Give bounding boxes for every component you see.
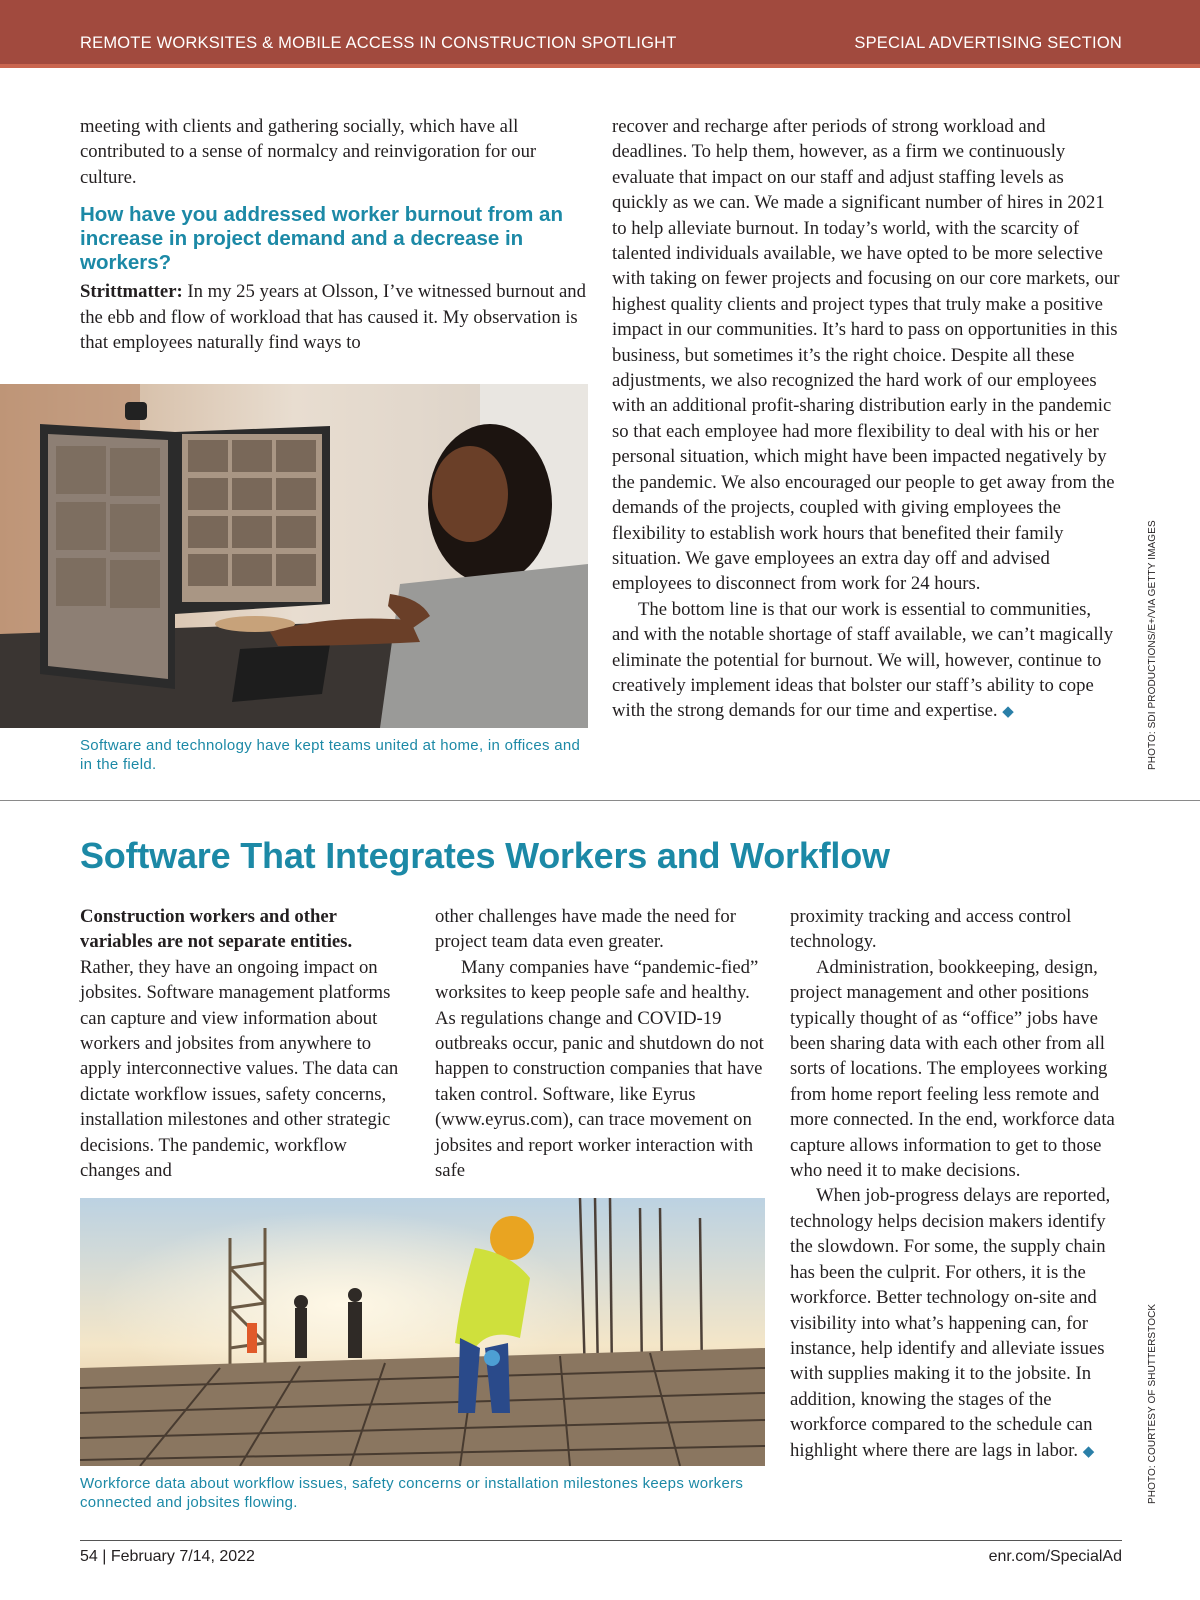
spotlight-label: REMOTE WORKSITES & MOBILE ACCESS IN CONSTRUCTION SPOTLIGHT (80, 34, 677, 52)
answer-text: In my 25 years at Olsson, I’ve witnessed burnout and the ebb and flow of workload that has caused it. My observation is that employees naturally find ways to (80, 281, 586, 354)
page-folio: 54 | February 7/14, 2022 (80, 1548, 255, 1565)
bottom-photo-credit: PHOTO: COURTESY OF SHUTTERSTOCK (1147, 1303, 1158, 1504)
video-conference-photo (0, 384, 588, 728)
footer-rule (80, 1540, 1122, 1541)
bottom-photo-caption: Workforce data about workflow issues, safety concerns or installation milestones keeps workers connected and jobsites flowing. (80, 1475, 744, 1511)
construction-site-photo (80, 1198, 765, 1466)
column-3-paragraph-1: proximity tracking and access control technology. (790, 906, 1072, 953)
woman-video-call-image (0, 384, 588, 728)
column-2-paragraph-2: Many companies have “pandemic-fied” worksites to keep people safe and healthy. As regulations change and COVID-19 outbreaks occur, panic and shutdown do not happen to construction companies that have taken control. Software, like Eyrus (www.eyrus.com), can trace movement on jobsites and report worker interaction with safe (435, 956, 764, 1182)
bottom-article-column-2 (435, 904, 767, 1183)
workers-rebar-image (80, 1198, 765, 1466)
lead-paragraph-text: Rather, they have an ongoing impact on jobsites. Software management platforms can capture and view information about workers and jobsites from anywhere to apply interconnective values. The data can dictate workflow issues, safety concerns, installation milestones and other strategic decisions. The pandemic, workflow changes and (80, 956, 399, 1182)
speaker-name: Strittmatter: (80, 281, 183, 303)
top-article-column-2 (612, 114, 1120, 726)
bottom-article-column-1 (80, 904, 410, 1183)
end-mark-icon: ◆ (1002, 704, 1014, 721)
end-mark-icon: ◆ (1082, 1443, 1095, 1460)
special-section-label: SPECIAL ADVERTISING SECTION (854, 34, 1122, 52)
bottom-article-column-3 (790, 904, 1122, 1465)
question-heading: How have you addressed worker burnout from an increase in project demand and a decrease in workers? (80, 203, 563, 275)
column-2-paragraph-2 (612, 597, 1120, 726)
top-photo-credit: PHOTO: SDI PRODUCTIONS/E+/VIA GETTY IMAGES (1147, 520, 1158, 770)
footer-url: enr.com/SpecialAd (988, 1548, 1122, 1565)
closing-text: The bottom line is that our work is essential to communities, and with the notable shortage of staff available, we can’t magically eliminate the potential for burnout. We will, however, continue to creatively implement ideas that bolster our staff’s ability to cope with the strong demands for our time and expertise. (612, 598, 1114, 722)
column-3-closing-text: When job-progress delays are reported, technology helps decision makers identify the slowdown. For some, the supply chain has been the culprit. For others, it is the workforce. Better technology on-site and visibility into what’s happening can, for instance, help identify and alleviate issues with supplies making it to the jobsite. In addition, knowing the stages of the workforce compared to the schedule can highlight where there are lags in labor. (790, 1185, 1111, 1461)
section-divider (0, 800, 1200, 801)
lead-paragraph (80, 904, 410, 1183)
lead-in: Construction workers and other variables are not separate entities. (80, 906, 353, 953)
column-2-paragraph-1: recover and recharge after periods of strong workload and deadlines. To help them, however, as a firm we continuously evaluate that impact on our staff and adjust staffing levels as quickly as we can. We made a significant number of hires in 2021 to help alleviate burnout. In today’s world, with the scarcity of talented individuals available, we have opted to be more selective with taking on fewer projects and focusing on our core markets, our highest quality clients and project types that truly make a positive impact in our communities. It’s hard to pass on opportunities in this business, but sometimes it’s the right choice. Despite all these adjustments, we also recognized the hard work of our employees with an additional profit-sharing distribution early in the pandemic so that each employee had more flexibility to deal with his or her personal situation, which might have been impacted negatively by the pandemic. We also encouraged our people to get away from the demands of the projects, coupled with giving employees the flexibility to establish work hours that benefited their family situation. We gave employees an extra day off and advised employees to disconnect from work for 24 hours. (612, 116, 1120, 595)
top-article-column-1 (80, 114, 588, 355)
column-2-paragraph-1: other challenges have made the need for project team data even greater. (435, 906, 736, 953)
answer-paragraph (80, 279, 588, 355)
top-photo-caption: Software and technology have kept teams united at home, in offices and in the field. (80, 737, 581, 773)
column-3-paragraph-2: Administration, bookkeeping, design, project management and other positions typically thought of as “office” jobs have been sharing data with each other from all sorts of locations. The employees working from home report feeling less remote and more connected. In the end, workforce data capture allows information to get to those who need it to make decisions. (790, 956, 1115, 1182)
article-title: Software That Integrates Workers and Workflow (80, 835, 890, 876)
section-header-bar (0, 0, 1200, 68)
column-3-paragraph-3 (790, 1183, 1122, 1464)
intro-paragraph: meeting with clients and gathering socially, which have all contributed to a sense of normalcy and reinvigoration for our culture. (80, 116, 537, 188)
